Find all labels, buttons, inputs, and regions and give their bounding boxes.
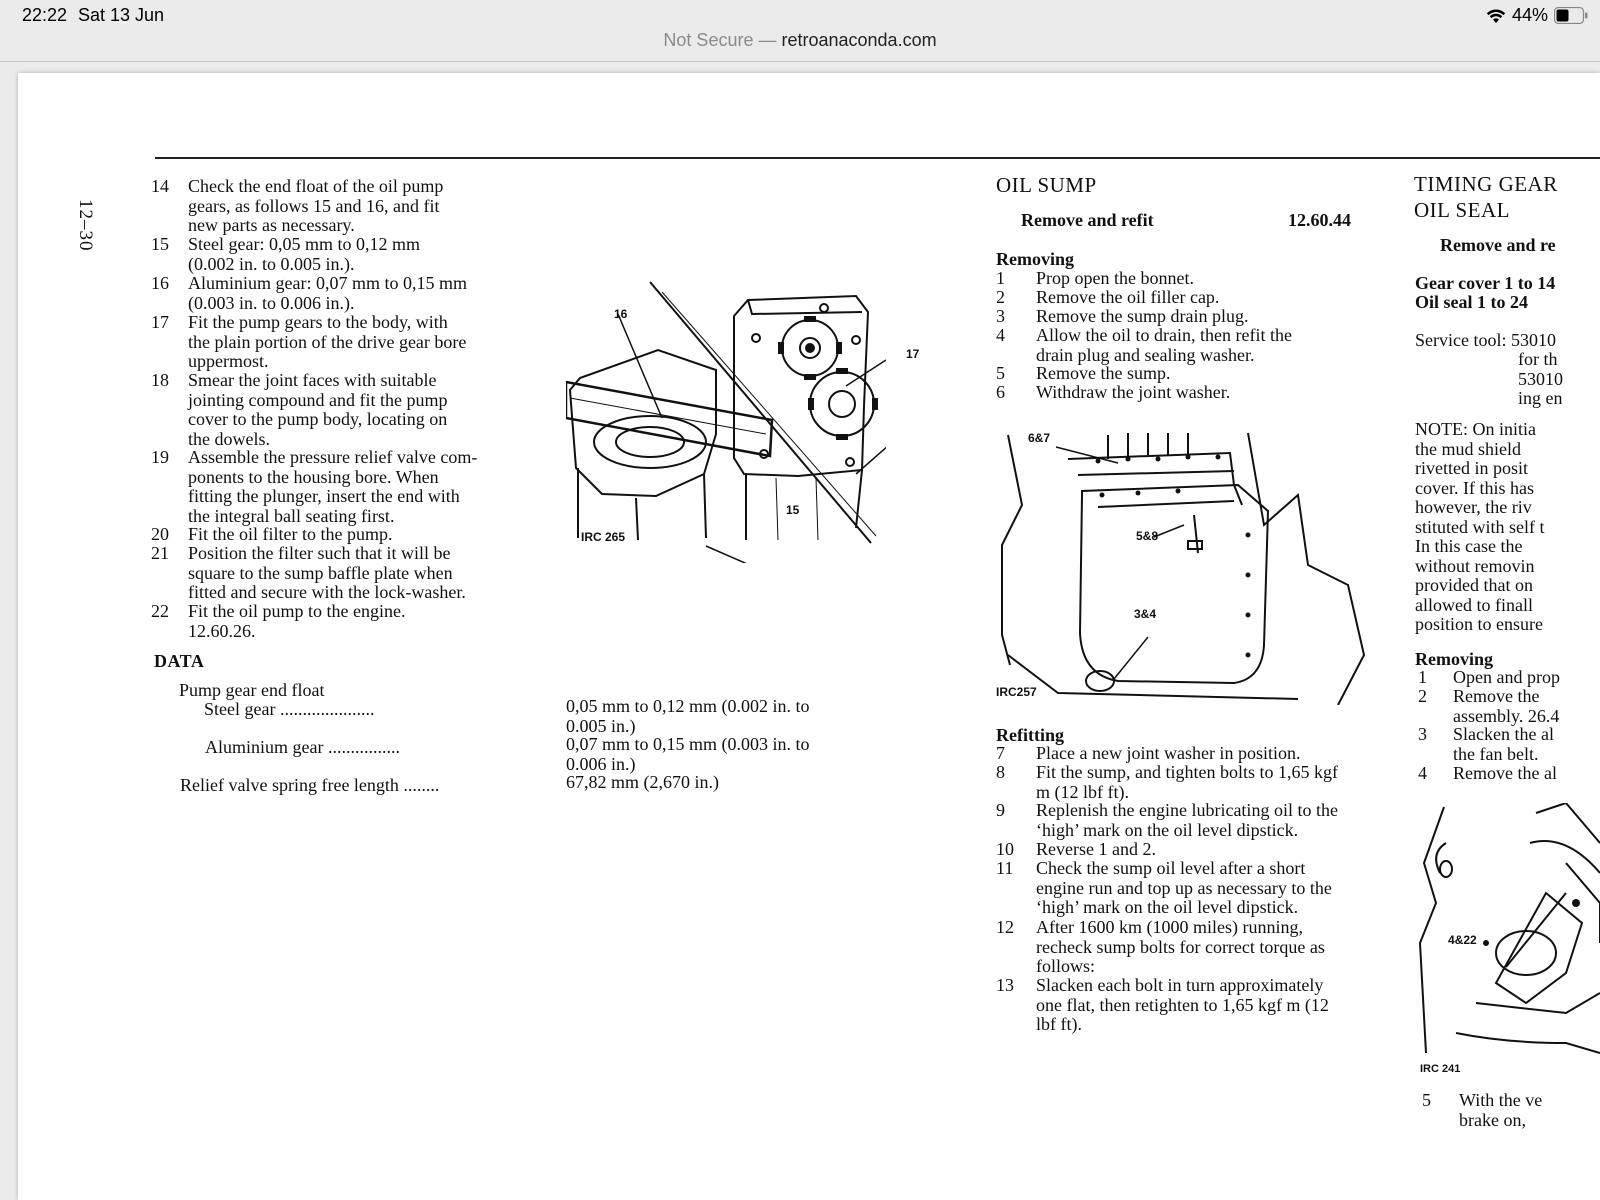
manual-page[interactable] [18, 73, 1600, 1200]
service-tool-line: ing en [1518, 388, 1563, 408]
status-time: 22:22 [22, 5, 68, 25]
callout-15: 15 [786, 503, 800, 517]
step-line: Allow the oil to drain, then refit the [1036, 325, 1292, 345]
step-number: 4 [1418, 763, 1427, 783]
sump-step-12 [996, 918, 1368, 978]
note-line: the mud shield [1415, 438, 1521, 459]
step-line: lbf ft). [1036, 1014, 1082, 1034]
step-line: uppermost. [188, 351, 269, 371]
note-line: without removin [1415, 555, 1535, 576]
sump-step-8 [996, 763, 1368, 803]
step-number: 21 [151, 543, 169, 563]
step-line: Open and prop [1453, 667, 1560, 687]
step-line: drain plug and sealing washer. [1036, 344, 1255, 365]
step-line: the integral ball seating first. [188, 505, 395, 526]
timing-removing-title: Removing [1415, 649, 1493, 669]
step-line: Smear the joint faces with suitable [188, 370, 437, 390]
heading-line: OIL SEAL [1414, 198, 1510, 222]
timing-step-4 [1418, 764, 1600, 784]
step-line: the fan belt. [1453, 743, 1539, 764]
step-line: Slacken the al [1453, 724, 1554, 744]
battery-percent: 44% [1511, 5, 1548, 25]
step-19 [151, 448, 531, 528]
status-bar [0, 0, 1600, 30]
step-line: Place a new joint washer in position. [1036, 743, 1301, 763]
step-line: With the ve [1459, 1090, 1543, 1110]
gear-cover-range: Gear cover 1 to 14 [1415, 273, 1556, 293]
step-number: 4 [996, 325, 1005, 345]
step-line: ‘high’ mark on the oil level dipstick. [1036, 897, 1299, 917]
step-line: assembly. 26.4 [1453, 705, 1560, 726]
step-line: gears, as follows 15 and 16, and fit [188, 195, 440, 216]
step-line: Slacken each bolt in turn approximately [1036, 975, 1324, 995]
callout-17: 17 [906, 347, 920, 361]
page-number: 12–30 [75, 199, 96, 252]
step-line: 12.60.26. [188, 620, 256, 641]
callout-4-22: 4&22 [1448, 933, 1477, 947]
sump-step-10 [996, 840, 1368, 860]
timing-gear-subheading: Remove and re [1440, 235, 1556, 255]
data-heading: DATA [154, 651, 205, 671]
callout-3-4: 3&4 [1134, 607, 1157, 621]
step-number: 1 [1418, 667, 1427, 687]
step-line: Check the end float of the oil pump [188, 176, 444, 196]
sump-step-13 [996, 976, 1368, 1036]
step-line: Assemble the pressure relief valve com- [188, 447, 478, 467]
sump-step-9 [996, 801, 1368, 841]
timing-gear-heading [1414, 171, 1558, 223]
oil-sump-figure [998, 425, 1370, 705]
step-line: fitted and secure with the lock-washer. [188, 582, 466, 602]
step-number: 14 [151, 176, 169, 196]
step-line: Aluminium gear: 0,07 mm to 0,15 mm [188, 273, 467, 293]
step-line: ‘high’ mark on the oil level dipstick. [1036, 819, 1299, 840]
timing-step-1 [1418, 668, 1600, 688]
service-tool-line: for th [1518, 349, 1558, 369]
step-line: Fit the sump, and tighten bolts to 1,65 kgf [1036, 762, 1338, 782]
step-line: engine run and top up as necessary to the [1036, 877, 1332, 898]
step-number: 2 [996, 287, 1005, 307]
oil-sump-removing-title: Removing [996, 249, 1074, 269]
step-number: 13 [996, 975, 1014, 995]
step-number: 20 [151, 524, 169, 544]
step-line: Remove the sump drain plug. [1036, 306, 1249, 326]
step-line: recheck sump bolts for correct torque as [1036, 936, 1325, 957]
note-line: provided that on [1415, 575, 1533, 595]
service-tool-line: 53010 [1518, 368, 1563, 389]
figure-code: IRC 265 [581, 530, 626, 544]
step-line: (0.003 in. to 0.006 in.). [188, 292, 355, 313]
step-line: m (12 lbf ft). [1036, 781, 1129, 802]
callout-16: 16 [614, 307, 628, 321]
timing-figure-code: IRC 241 [1420, 1063, 1461, 1075]
step-line: Fit the pump gears to the body, with [188, 312, 448, 332]
step-number: 2 [1418, 686, 1427, 706]
oil-sump-op-number: 12.60.44 [1288, 210, 1351, 230]
step-line: the dowels. [188, 428, 270, 449]
sump-step-2 [996, 288, 1368, 308]
data-label-steel: Steel gear ..................... [204, 699, 375, 719]
timing-gear-figure [1416, 803, 1600, 1085]
oil-sump-subheading: Remove and refit [1021, 210, 1154, 230]
timing-step-5 [1422, 1091, 1600, 1131]
step-line: Prop open the bonnet. [1036, 268, 1194, 288]
step-line: Check the sump oil level after a short [1036, 858, 1306, 878]
step-number: 15 [151, 234, 169, 254]
step-line: ponents to the housing bore. When [188, 466, 439, 487]
data-value-aluminium [566, 735, 810, 774]
step-line: (0.002 in. to 0.005 in.). [188, 253, 355, 274]
step-number: 1 [996, 268, 1005, 288]
step-number: 7 [996, 743, 1005, 763]
sump-step-3 [996, 307, 1368, 327]
step-line: the plain portion of the drive gear bore [188, 331, 467, 352]
note-line: cover. If this has [1415, 477, 1534, 498]
note-line: In this case the [1415, 536, 1523, 556]
step-16 [151, 274, 531, 314]
data-label-relief: Relief valve spring free length ........ [180, 775, 440, 795]
oil-sump-heading: OIL SUMP [996, 173, 1097, 197]
data-value-line: 0.005 in.) [566, 715, 636, 736]
step-number: 22 [151, 601, 169, 621]
step-line: jointing compound and fit the pump [188, 389, 448, 410]
step-number: 12 [996, 917, 1014, 937]
status-date: Sat 13 Jun [78, 5, 165, 25]
note-line: rivetted in posit [1415, 458, 1528, 478]
sump-step-5 [996, 364, 1368, 384]
sump-figure-code: IRC257 [996, 685, 1037, 699]
data-value-line: 0,05 mm to 0,12 mm (0.002 in. to [566, 696, 810, 716]
step-line: square to the sump baffle plate when [188, 562, 453, 583]
step-number: 5 [1422, 1090, 1431, 1110]
note-line: stituted with self t [1415, 516, 1545, 537]
step-line: Remove the sump. [1036, 363, 1171, 383]
step-17 [151, 313, 531, 373]
step-line: cover to the pump body, locating on [188, 409, 448, 429]
step-line: Reverse 1 and 2. [1036, 839, 1156, 859]
step-14 [151, 177, 531, 237]
data-value-relief: 67,82 mm (2,670 in.) [566, 772, 719, 792]
chrome-divider [0, 61, 1600, 62]
step-line: fitting the plunger, insert the end with [188, 486, 460, 506]
step-line: Remove the [1453, 686, 1540, 706]
step-number: 16 [151, 273, 169, 293]
step-line: brake on, [1459, 1109, 1526, 1130]
step-number: 10 [996, 839, 1014, 859]
sump-step-7 [996, 744, 1368, 764]
oil-sump-refitting-title: Refitting [996, 725, 1064, 745]
data-value-steel [566, 697, 810, 736]
service-tool-label: Service tool: 53010 [1415, 330, 1556, 350]
step-line: Remove the al [1453, 763, 1557, 783]
step-21 [151, 544, 531, 604]
callout-5-8: 5&8 [1136, 529, 1159, 543]
note-line: NOTE: On initia [1415, 419, 1536, 439]
top-rule [155, 157, 1600, 159]
step-number: 18 [151, 370, 169, 390]
address-bar[interactable] [0, 30, 1600, 60]
data-value-line: 0.006 in.) [566, 753, 636, 774]
step-line: new parts as necessary. [188, 215, 355, 235]
sump-step-6 [996, 383, 1368, 403]
step-line: follows: [1036, 956, 1096, 976]
note-line: position to ensure [1415, 614, 1543, 634]
step-line: Fit the oil pump to the engine. [188, 601, 406, 621]
step-line: Remove the oil filler cap. [1036, 287, 1220, 307]
data-label-aluminium: Aluminium gear ................ [205, 737, 400, 757]
oil-seal-range: Oil seal 1 to 24 [1415, 292, 1528, 312]
wifi-icon [1486, 8, 1506, 24]
data-value-line: 0,07 mm to 0,15 mm (0.003 in. to [566, 734, 810, 754]
heading-line: TIMING GEAR [1414, 172, 1558, 196]
step-number: 17 [151, 312, 169, 332]
sump-step-11 [996, 859, 1368, 919]
step-number: 3 [1418, 724, 1427, 744]
step-number: 11 [996, 858, 1014, 878]
step-line: Steel gear: 0,05 mm to 0,12 mm [188, 234, 420, 254]
service-tool-lines [1518, 350, 1563, 409]
step-20 [151, 525, 531, 545]
step-22 [151, 602, 531, 642]
timing-step-2 [1418, 687, 1600, 727]
step-number: 6 [996, 382, 1005, 402]
step-15 [151, 235, 531, 275]
timing-note [1415, 420, 1545, 635]
url-domain: retroanaconda.com [781, 30, 937, 50]
step-number: 8 [996, 762, 1005, 782]
step-line: one flat, then retighten to 1,65 kgf m (12 [1036, 994, 1329, 1015]
step-number: 9 [996, 800, 1005, 820]
callout-6-7: 6&7 [1028, 431, 1051, 445]
sump-step-4 [996, 326, 1368, 366]
step-number: 19 [151, 447, 169, 467]
step-18 [151, 371, 531, 451]
status-indicators [1486, 5, 1588, 26]
note-line: allowed to finall [1415, 594, 1533, 615]
step-line: Fit the oil filter to the pump. [188, 524, 393, 544]
note-line: however, the riv [1415, 497, 1532, 517]
battery-icon [1554, 7, 1588, 24]
data-group-label: Pump gear end float [179, 680, 325, 700]
step-line: Withdraw the joint washer. [1036, 382, 1231, 402]
sump-step-1 [996, 269, 1368, 289]
timing-step-3 [1418, 725, 1600, 765]
step-line: Position the filter such that it will be [188, 543, 451, 563]
step-line: After 1600 km (1000 miles) running, [1036, 917, 1303, 937]
not-secure-label: Not Secure — [663, 30, 777, 50]
step-line: Replenish the engine lubricating oil to the [1036, 800, 1338, 820]
step-number: 5 [996, 363, 1005, 383]
step-number: 3 [996, 306, 1005, 326]
